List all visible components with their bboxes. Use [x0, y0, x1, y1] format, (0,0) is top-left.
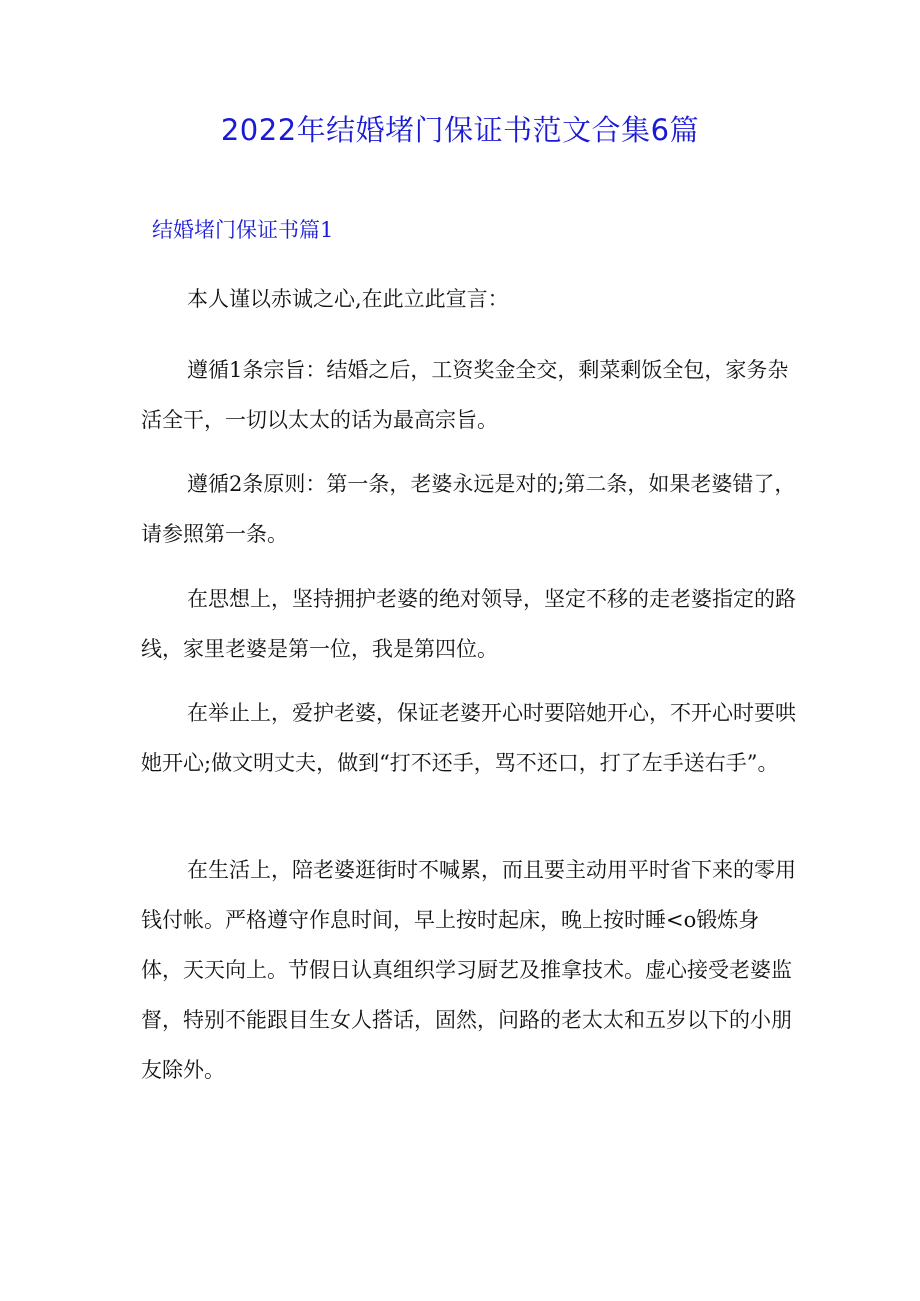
- paragraph-principle-2: 遵循2条原则：第一条，老婆永远是对的;第二条，如果老婆错了，请参照第一条。: [141, 472, 796, 546]
- paragraph-behavior: 在举止上，爱护老婆，保证老婆开心时要陪她开心，不开心时要哄她开心;做文明丈夫，做到“打不还手，骂不还口，打了左手送右手”。: [141, 701, 796, 775]
- paragraph-preamble: 本人谨以赤诚之心,在此立此宣言：: [187, 287, 509, 311]
- section-heading: 结婚堵门保证书篇1: [152, 218, 334, 242]
- paragraph-thought: 在思想上，坚持拥护老婆的绝对领导，坚定不移的走老婆指定的路线，家里老婆是第一位，我是第四位。: [141, 587, 796, 661]
- paragraph-life: 在生活上，陪老婆逛街时不喊累，而且要主动用平时省下来的零用钱付帐。严格遵守作息时间，早上按时起床，晚上按时睡<o锻炼身体，天天向上。节假日认真组织学习厨艺及推拿技术。虚心接受老婆监督，特别不能跟目生女人搭话，固然，问路的老太太和五岁以下的小朋友除外。: [141, 858, 796, 1082]
- document-title: 2022年结婚堵门保证书范文合集6篇: [220, 113, 700, 147]
- paragraph-principle-1: 遵循1条宗旨：结婚之后，工资奖金全交，剩菜剩饭全包，家务杂活全干，一切以太太的话为最高宗旨。: [141, 358, 789, 432]
